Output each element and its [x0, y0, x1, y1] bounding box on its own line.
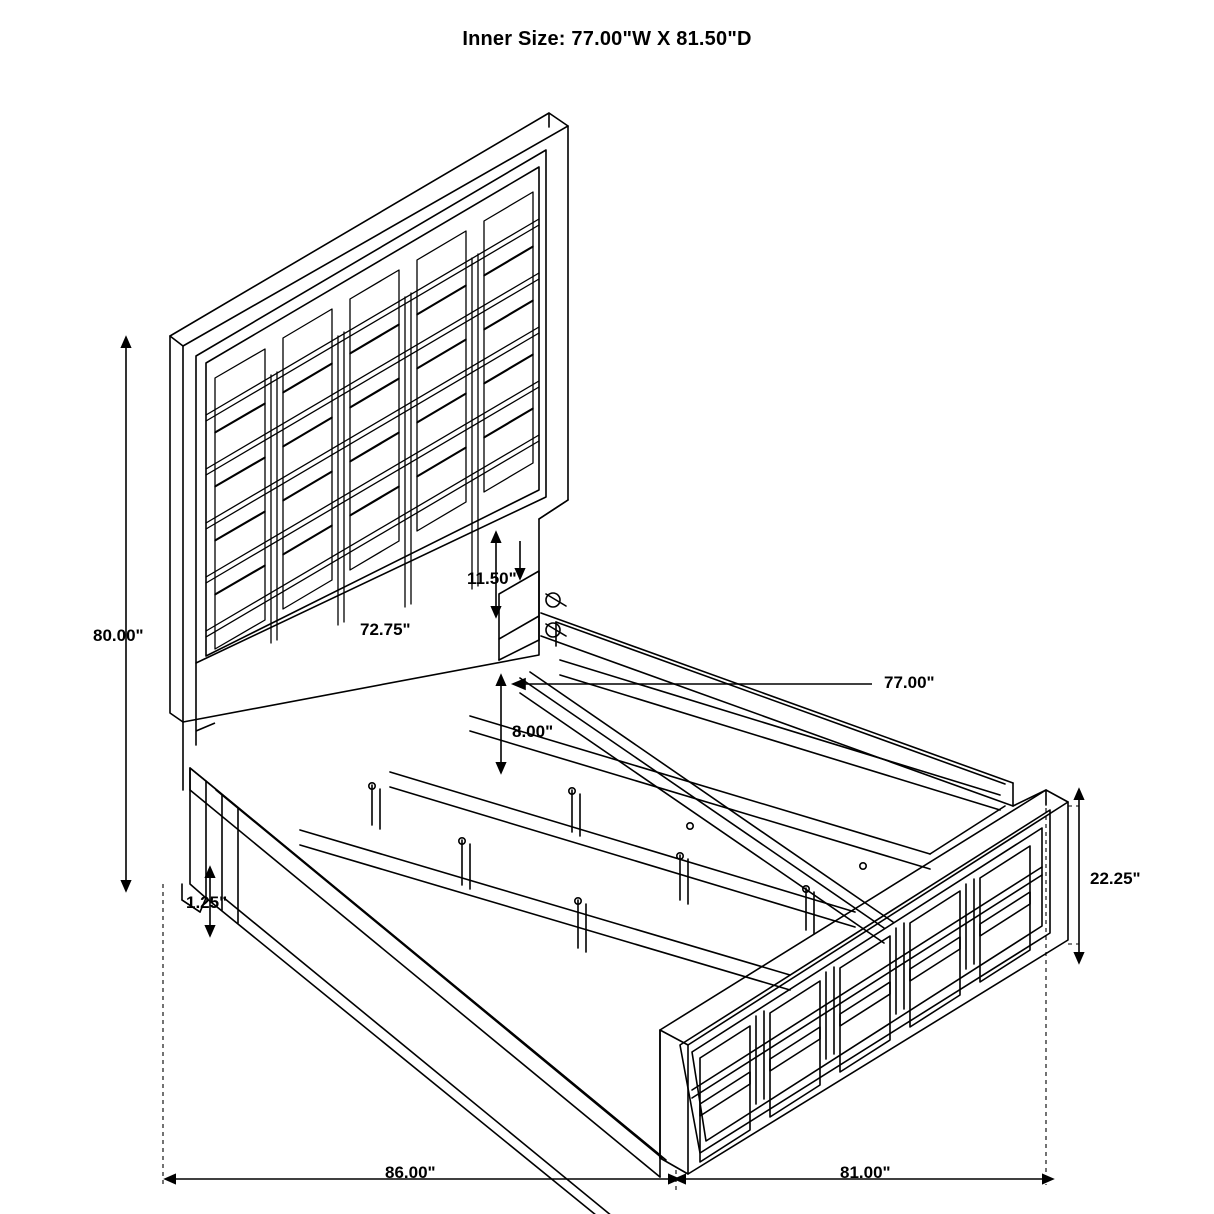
- dim-label-height-80: 80.00": [93, 626, 144, 645]
- dim-label-width-81: 81.00": [840, 1163, 891, 1182]
- dim-label-clearance-1-25: 1.25": [186, 893, 228, 912]
- page-title: Inner Size: 77.00"W X 81.50"D: [462, 28, 752, 50]
- dim-label-footboard-22-25: 22.25": [1090, 869, 1141, 888]
- dim-label-length-86: 86.00": [385, 1163, 436, 1182]
- extension-lines: [163, 800, 1079, 1192]
- dim-label-slat-8: 8.00": [512, 722, 554, 741]
- dim-inner-77: [513, 679, 872, 689]
- dim-panel-72-75: [196, 723, 215, 731]
- dim-label-panel-72-75: 72.75": [360, 620, 411, 639]
- dim-label-drop-11-50: 11.50": [467, 569, 517, 588]
- dim-label-inner-77: 77.00": [884, 673, 935, 692]
